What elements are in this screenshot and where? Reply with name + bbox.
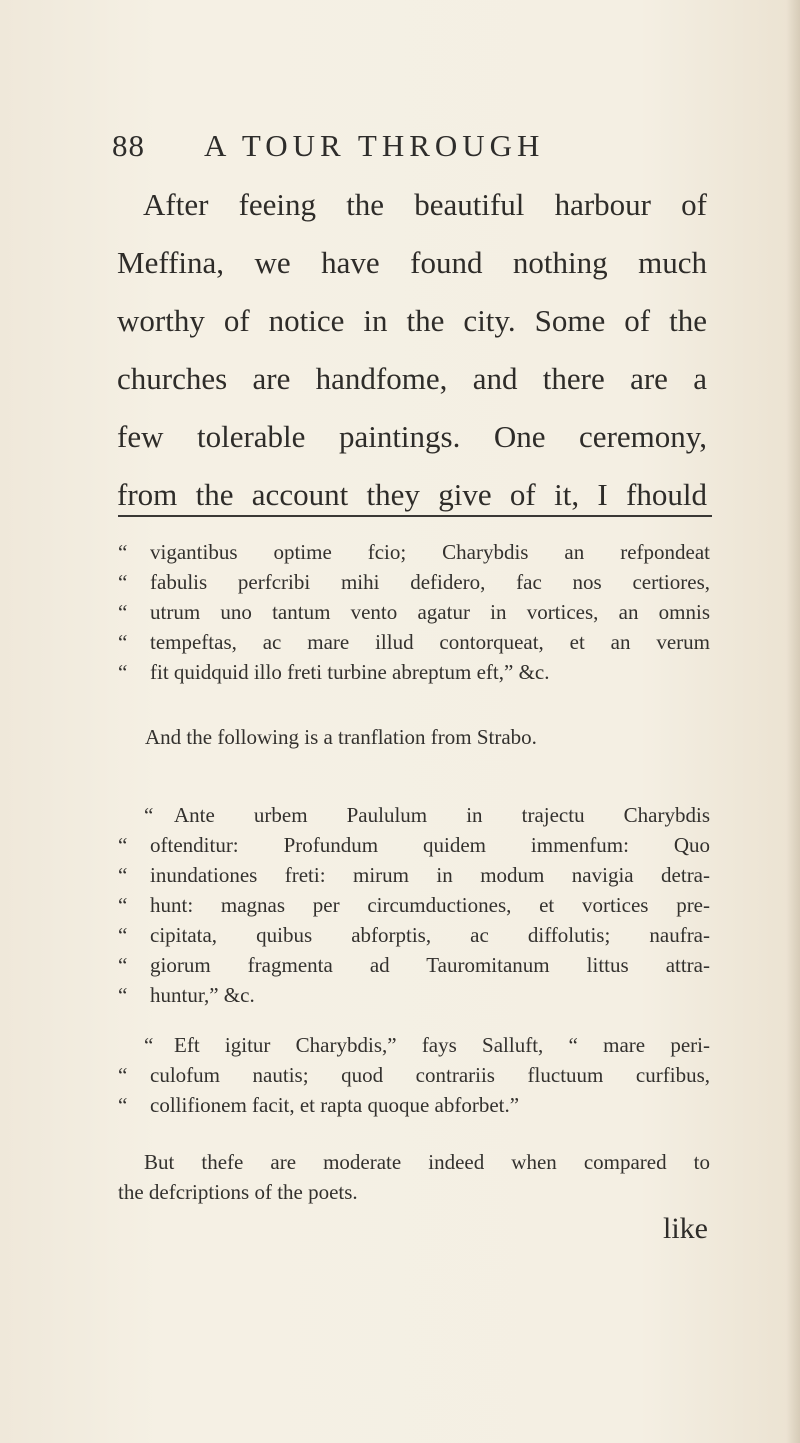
quote-line <box>118 983 710 1013</box>
catchword: like <box>663 1212 708 1245</box>
quote-mark: “ <box>118 600 128 624</box>
page-number: 88 <box>112 128 145 163</box>
quote-mark: “ <box>118 1093 128 1117</box>
quote-line <box>118 833 710 863</box>
quote-line <box>118 1093 710 1123</box>
quote-mark: “ <box>118 660 128 684</box>
quote-mark: “ <box>118 893 128 917</box>
quote-text: vigantibus optime fcio; Charybdis an refpondeat <box>150 540 710 564</box>
quote-line <box>118 540 710 570</box>
running-title: A TOUR THROUGH <box>204 128 545 163</box>
paragraph-line: After feeing the beautiful harbour of <box>143 187 707 222</box>
closing-line: the defcriptions of the poets. <box>118 1180 358 1204</box>
running-header <box>112 128 672 168</box>
quote-text: fit quidquid illo freti turbine abreptum eft,” &c. <box>150 660 550 684</box>
quote-text: hunt: magnas per circumductiones, et vortices pre- <box>150 893 710 917</box>
quote-mark: “ <box>118 833 128 857</box>
quote-line <box>118 1063 710 1093</box>
quote-mark: “ <box>144 803 154 827</box>
quote-line <box>118 630 710 660</box>
quote-text: Ante urbem Paululum in trajectu Charybdis <box>174 803 710 827</box>
quote-line <box>118 893 710 923</box>
footnote-quote-3 <box>118 1033 710 1123</box>
quote-mark: “ <box>144 1033 154 1057</box>
quote-line <box>118 570 710 600</box>
quote-text: huntur,” &c. <box>150 983 255 1007</box>
quote-mark: “ <box>118 983 128 1007</box>
quote-line <box>118 953 710 983</box>
quote-text: cipitata, quibus abforptis, ac diffolutis; naufra- <box>150 923 710 947</box>
paragraph-line: Meffina, we have found nothing much <box>117 245 707 280</box>
quote-mark: “ <box>118 863 128 887</box>
intro-line: And the following is a tranflation from Strabo. <box>145 725 537 749</box>
quote-mark: “ <box>118 1063 128 1087</box>
closing-paragraph <box>118 1150 710 1210</box>
quote-mark: “ <box>118 630 128 654</box>
quote-line <box>118 923 710 953</box>
footnote-quote-1 <box>118 540 710 690</box>
quote-mark: “ <box>118 570 128 594</box>
quote-text: utrum uno tantum vento agatur in vortices, an omnis <box>150 600 710 624</box>
quote-text: fabulis perfcribi mihi defidero, fac nos certiores, <box>150 570 710 594</box>
quote-mark: “ <box>118 923 128 947</box>
quote-text: collifionem facit, et rapta quoque abforbet.” <box>150 1093 520 1117</box>
quote-line <box>118 803 710 833</box>
quote-text: oftenditur: Profundum quidem immenfum: Quo <box>150 833 710 857</box>
quote-text: inundationes freti: mirum in modum navigia detra- <box>150 863 710 887</box>
quote-line <box>118 1033 710 1063</box>
paragraph-line: churches are handfome, and there are a <box>117 361 707 396</box>
quote-text: tempeftas, ac mare illud contorqueat, et an verum <box>150 630 710 654</box>
paragraph-line: from the account they give of it, I fhould <box>117 477 707 512</box>
paragraph-line: few tolerable paintings. One ceremony, <box>117 419 707 454</box>
quote-text: culofum nautis; quod contrariis fluctuum curfibus, <box>150 1063 710 1087</box>
quote-text: Eft igitur Charybdis,” fays Salluft, “ mare peri- <box>174 1033 710 1057</box>
strabo-intro <box>145 725 737 755</box>
closing-line: But thefe are moderate indeed when compared to <box>144 1150 710 1174</box>
quote-text: giorum fragmenta ad Tauromitanum littus attra- <box>150 953 710 977</box>
paragraph-line: worthy of notice in the city. Some of the <box>117 303 707 338</box>
quote-mark: “ <box>118 953 128 977</box>
footnote-quote-2 <box>118 803 710 1013</box>
footnote-rule <box>118 515 712 517</box>
quote-line <box>118 863 710 893</box>
quote-line <box>118 660 710 690</box>
quote-mark: “ <box>118 540 128 564</box>
quote-line <box>118 600 710 630</box>
page-edge-shadow <box>786 0 800 1443</box>
main-paragraph <box>117 176 707 524</box>
